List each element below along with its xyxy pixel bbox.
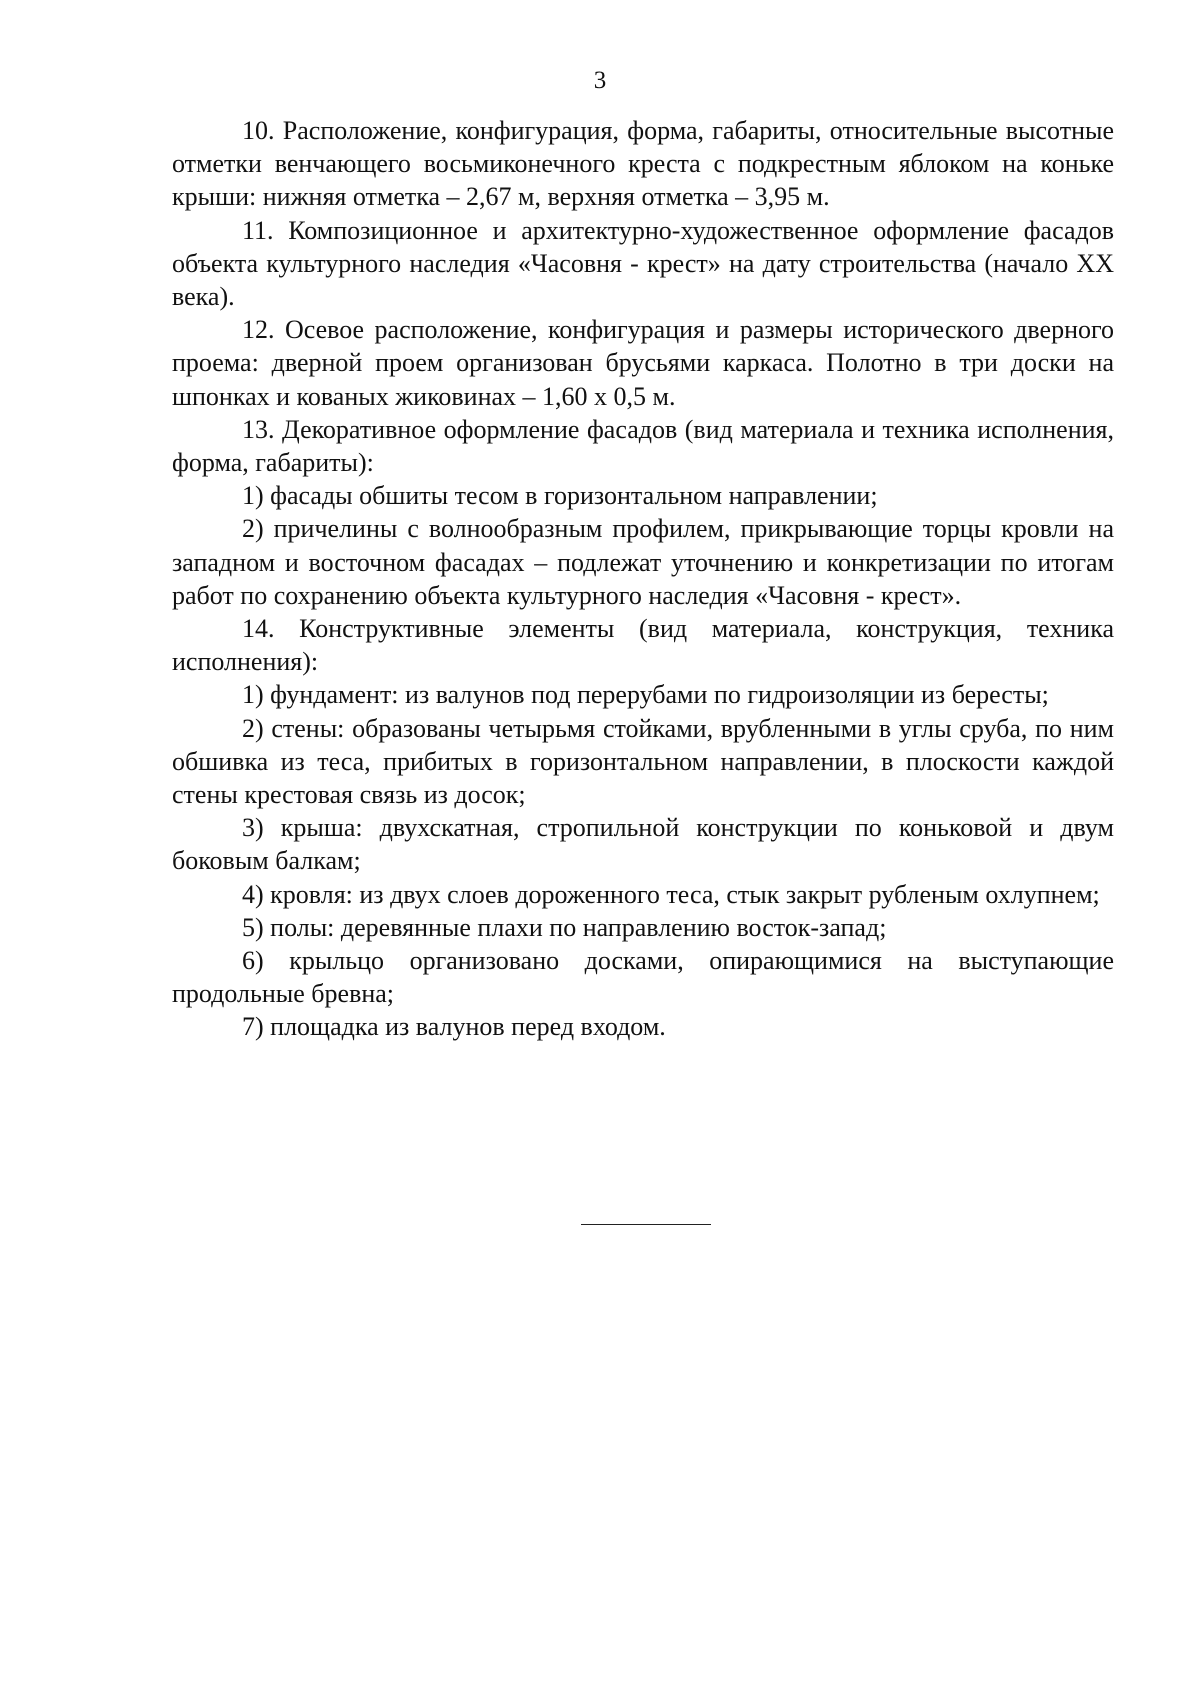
paragraph-14-structural-heading: 14. Конструктивные элементы (вид материала, конструкция, техника исполнения): — [172, 614, 1114, 677]
list-item-14-2: 2) стены: образованы четырьмя стойками, врубленными в углы сруба, по ним обшивка из теса, прибитых в горизонтальном направлении, в плоскости каждой стены крестовая связь из досок; — [172, 713, 1114, 810]
list-item-13-1: 1) фасады обшиты тесом в горизонтальном направлении; — [242, 481, 878, 511]
paragraph-13-decorative-heading: 13. Декоративное оформление фасадов (вид материала и техника исполнения, форма, габариты): — [172, 414, 1114, 478]
page-number: 3 — [593, 67, 607, 94]
document-body — [172, 114, 1114, 1044]
list-item-14-4: 4) кровля: из двух слоев дороженного теса, стык закрыт рубленым охлупнем; — [242, 879, 1100, 909]
paragraph-11-facade-design: 11. Композиционное и архитектурно-художественное оформление фасадов объекта культурного наследия «Часовня - крест» на дату строительства (начало XX века). — [172, 215, 1114, 312]
list-item-14-1: 1) фундамент: из валунов под перерубами по гидроизоляции из бересты; — [242, 680, 1049, 710]
end-of-document-rule — [581, 1224, 711, 1225]
list-item-14-6: 6) крыльцо организовано досками, опирающимися на выступающие продольные бревна; — [172, 946, 1114, 1009]
list-item-14-3: 3) крыша: двухскатная, стропильной конструкции по коньковой и двум боковым балкам; — [172, 813, 1114, 876]
list-item-14-7: 7) площадка из валунов перед входом. — [242, 1012, 666, 1042]
list-item-14-5: 5) полы: деревянные плахи по направлению восток-запад; — [242, 912, 887, 942]
paragraph-12-doorway: 12. Осевое расположение, конфигурация и размеры исторического дверного проема: дверной проем организован брусьями каркаса. Полотно в три доски на шпонках и кованых жиковинах – 1,60 x 0,5 м. — [172, 315, 1114, 411]
list-item-13-2: 2) причелины с волнообразным профилем, прикрывающие торцы кровли на западном и восточном фасадах – подлежат уточнению и конкретизации по итогам работ по сохранению объекта культурного наследия «Часовня - крест». — [172, 514, 1114, 610]
paragraph-10-cross: 10. Расположение, конфигурация, форма, габариты, относительные высотные отметки венчающего восьмиконечного креста с подкрестным яблоком на коньке крыши: нижняя отметка – 2,67 м, верхняя отметка – 3,95 м. — [172, 116, 1114, 212]
